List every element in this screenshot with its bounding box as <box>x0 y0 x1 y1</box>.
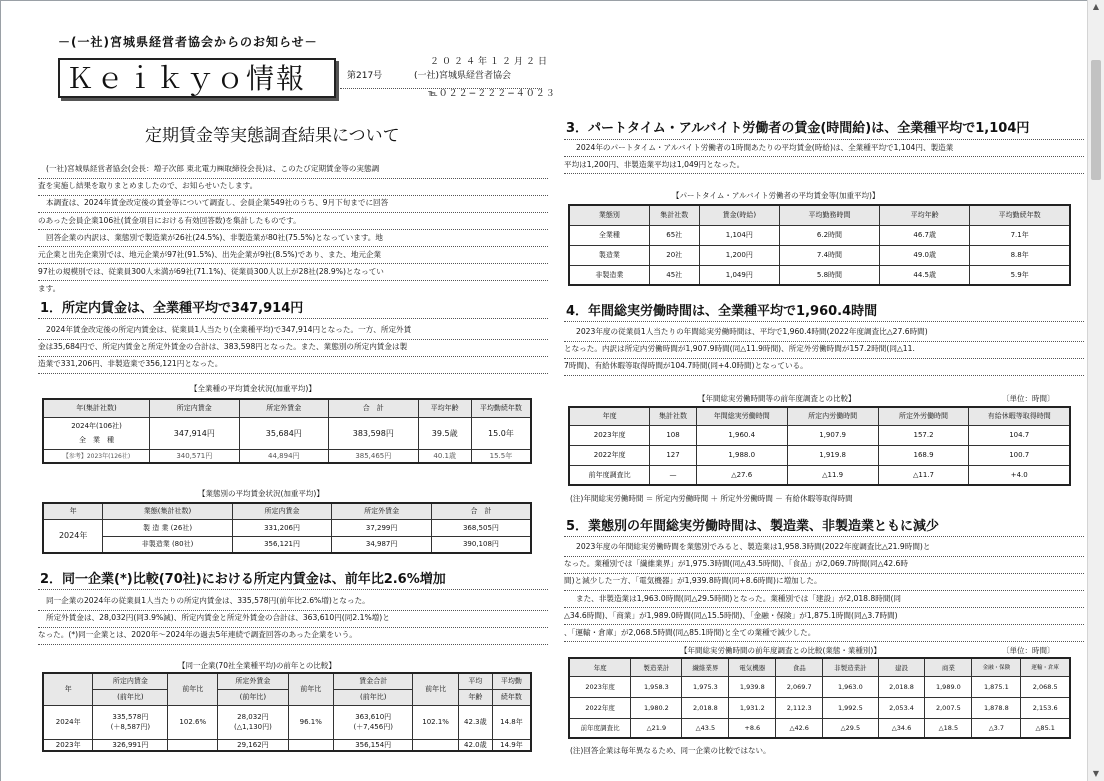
table-cell: 34,987円 <box>332 536 432 553</box>
table-cell: 非製造業 (80社) <box>103 536 232 553</box>
col-header: 合 計 <box>431 503 531 519</box>
table-cell: 29,162円 <box>218 739 288 751</box>
table-cell: 368,505円 <box>431 519 531 536</box>
industry-hours-table <box>568 657 1071 739</box>
table-cell: 1,878.8 <box>972 697 1021 718</box>
table-cell: 15.5年 <box>471 449 531 463</box>
table-cell: 42.0歳 <box>458 739 492 751</box>
issue-date: ２０２４年１２月２日 <box>430 57 551 67</box>
rule-line <box>38 178 548 179</box>
unit-label: 〔単位：時間〕 <box>1002 646 1055 655</box>
table-cell: △11.9 <box>787 465 878 485</box>
col-header: 年 <box>43 503 103 519</box>
table-cell: 1,963.0 <box>823 676 878 697</box>
table-cell: △3.7 <box>972 718 1021 738</box>
table-cell: 46.7歳 <box>880 225 970 245</box>
table-cell: 1,931.2 <box>729 697 776 718</box>
cell-text: (＋7,456円) <box>353 723 393 731</box>
table-cell: 前年度調査比 <box>569 465 650 485</box>
col-header: 建設 <box>878 658 925 676</box>
col-header: 運輸・倉庫 <box>1021 658 1070 676</box>
text-line: また、非製造業は1,963.0時間(同△29.5時間)となった。業種別では「建設」が2,018.8時間(同 <box>576 593 902 603</box>
col-header: 平均 <box>458 673 492 689</box>
col-header: 所定外労働時間 <box>878 407 969 425</box>
col-header: 賃金(時給) <box>699 205 779 225</box>
table-cell <box>93 705 168 739</box>
col-subheader: (前年比) <box>218 689 288 705</box>
table-cell: 2023年 <box>43 739 93 751</box>
rule-line <box>38 589 548 590</box>
table-cell: 44,894円 <box>239 449 329 463</box>
col-header: 所定外賃金 <box>239 399 329 417</box>
table-cell: 2024年 <box>43 519 103 553</box>
rule-line <box>564 156 1084 157</box>
rule-line <box>38 610 548 611</box>
col-header: 合 計 <box>329 399 419 417</box>
col-header: 所定外賃金 <box>218 673 288 689</box>
col-header: 集計社数 <box>649 205 699 225</box>
col-header: 前年比 <box>288 673 333 705</box>
col-header: 有給休暇等取得時間 <box>969 407 1070 425</box>
table-cell: 2,053.4 <box>878 697 925 718</box>
col-header: 業態別 <box>569 205 649 225</box>
table-cell: 1,200円 <box>699 245 779 265</box>
table-cell: 157.2 <box>878 425 969 445</box>
intro-line: ます。 <box>38 284 61 294</box>
same-company-table <box>42 672 532 752</box>
intro-line: 本調査は、2024年賃金改定後の賃金等について調査し、会員企業549社のうち、9月下旬までに回答 <box>46 198 389 208</box>
col-header: 平均勤務時間 <box>779 205 879 225</box>
rule-line <box>564 607 1084 608</box>
table-cell <box>288 739 333 751</box>
table-cell: 1,958.3 <box>631 676 682 697</box>
table-cell: 42.3歳 <box>458 705 492 739</box>
col-header: 年間総実労働時間 <box>696 407 787 425</box>
table-cell: 2022年度 <box>569 445 650 465</box>
text-line: 間)と減少した一方、「電気機器」が1,939.8時間(同+8.6時間)に増加した。 <box>564 576 822 586</box>
all-industry-wage-table <box>42 398 532 464</box>
table-cell: △27.6 <box>696 465 787 485</box>
col-header: 所定内賃金 <box>150 399 240 417</box>
text-line: 造業で331,206円、非製造業で356,121円となった。 <box>38 359 223 369</box>
table-cell: 14.8年 <box>492 705 531 739</box>
table-note: (注)年間総実労働時間 ＝ 所定内労働時間 ＋ 所定外労働時間 － 有給休暇等取得時間 <box>570 494 853 503</box>
col-header: 年 <box>43 673 93 705</box>
col-subheader: 年齢 <box>458 689 492 705</box>
text-line: なった。(*)同一企業とは、2020年～2024年の過去5年連続で調査回答のあった企業をいう。 <box>38 630 357 640</box>
table-cell: 340,571円 <box>150 449 240 463</box>
text-line: 同一企業の2024年の従業員1人当たりの所定内賃金は、335,578円(前年比2.6%増)となった。 <box>46 596 370 605</box>
col-header: 業態(集計社数) <box>103 503 232 519</box>
col-header: 年度 <box>569 658 631 676</box>
intro-line: (一社)宮城県経営者協会(会長：増子次郎 東北電力㈱取締役会長)は、このたび定期賃金等の実態調 <box>46 164 380 173</box>
table-cell: 8.8年 <box>970 245 1070 265</box>
page-title: 定期賃金等実態調査結果について <box>145 126 400 146</box>
section5-heading: 5．業態別の年間総実労働時間は、製造業、非製造業ともに減少 <box>566 519 940 534</box>
rule-line <box>564 321 1084 322</box>
rule-line <box>38 195 548 196</box>
rule-line <box>564 173 1084 174</box>
table-cell: — <box>650 465 696 485</box>
rule-line <box>38 356 548 357</box>
table-caption: 【同一企業(70社全業種平均)の前年との比較】 <box>178 661 336 670</box>
table-cell: 65社 <box>649 225 699 245</box>
scroll-up-icon[interactable]: ▲ <box>1092 2 1100 11</box>
table-cell: 1,988.0 <box>696 445 787 465</box>
scrollbar-thumb[interactable] <box>1091 60 1101 180</box>
text-line: 所定外賃金は、28,032円(同3.9%減)、所定内賃金と所定外賃金の合計は、363,610円(同2.1%増)と <box>46 613 390 623</box>
text-line: 、「運輸・倉庫」が2,068.5時間(同△85.1時間)と全ての業種で減少した。 <box>564 628 816 638</box>
table-cell: 102.6% <box>168 705 218 739</box>
rule-line <box>564 573 1084 574</box>
table-cell: 44.5歳 <box>880 265 970 285</box>
table-cell <box>43 417 150 449</box>
rule-line <box>38 263 548 264</box>
intro-line: 97社の規模別では、従業員300人未満が69社(71.1%)、従業員300人以上が28社(28.9%)となってい <box>38 267 384 277</box>
table-cell: 2023年度 <box>569 676 631 697</box>
vertical-scrollbar[interactable] <box>1087 0 1104 781</box>
table-cell: △29.5 <box>823 718 878 738</box>
rule-line <box>38 229 548 230</box>
cell-text: (△1,130円) <box>233 723 272 731</box>
section1-text <box>38 321 411 373</box>
table-cell: 1,875.1 <box>972 676 1021 697</box>
logo-box <box>58 58 336 98</box>
table-cell: +8.6 <box>729 718 776 738</box>
publisher: (一社)宮城県経営者協会 <box>414 71 512 81</box>
text-line: なった。業種別では「繊維業界」が1,975.3時間(同△43.5時間)、「食品」が2,069.7時間(同△42.6時 <box>564 559 908 569</box>
rule-line <box>38 318 548 319</box>
table-cell: 40.1歳 <box>418 449 471 463</box>
rule-line <box>564 590 1084 591</box>
table-cell: 2,018.8 <box>878 676 925 697</box>
table-cell: +4.0 <box>969 465 1070 485</box>
cell-text: (＋8,587円) <box>110 723 151 731</box>
table-cell: 1,980.2 <box>631 697 682 718</box>
table-cell: 326,991円 <box>93 739 168 751</box>
table-cell: 356,154円 <box>333 739 412 751</box>
text-line: となった。内訳は所定内労働時間が1,907.9時間(同△11.9時間)、所定外労働時間が157.2時間(同△11. <box>564 344 915 354</box>
col-header: 所定内労働時間 <box>787 407 878 425</box>
table-cell: 14.9年 <box>492 739 531 751</box>
rule-line <box>38 373 548 374</box>
table-cell: 2,018.8 <box>682 697 729 718</box>
table-cell: 1,989.0 <box>925 676 972 697</box>
table-cell: 127 <box>650 445 696 465</box>
table-caption: 【業態別の平均賃金状況(加重平均)】 <box>198 489 324 498</box>
table-cell: 385,465円 <box>329 449 419 463</box>
col-header: 年度 <box>569 407 650 425</box>
table-cell: 1,939.8 <box>729 676 776 697</box>
table-cell: 2022年度 <box>569 697 631 718</box>
table-cell: △11.7 <box>878 465 969 485</box>
cell-text: 28,032円 <box>237 713 269 721</box>
working-hours-table <box>568 406 1071 486</box>
table-cell: 15.0年 <box>471 417 531 449</box>
table-cell: 356,121円 <box>232 536 332 553</box>
col-header: 賃金合計 <box>333 673 412 689</box>
rule-line <box>564 341 1084 342</box>
table-cell: 45社 <box>649 265 699 285</box>
table-cell: △34.6 <box>878 718 925 738</box>
table-cell: 1,992.5 <box>823 697 878 718</box>
table-cell: 7.4時間 <box>779 245 879 265</box>
intro-line: 回答企業の内訳は、業態別で製造業が26社(24.5%)、非製造業が80社(75.5%)となっています。地 <box>46 232 383 242</box>
table-cell: △43.5 <box>682 718 729 738</box>
table-cell: 全業種 <box>569 225 649 245</box>
table-cell: 37,299円 <box>332 519 432 536</box>
table-cell: 108 <box>650 425 696 445</box>
table-cell: 331,206円 <box>232 519 332 536</box>
table-cell: 6.2時間 <box>779 225 879 245</box>
col-header: 前年比 <box>168 673 218 705</box>
col-subheader: (前年比) <box>93 689 168 705</box>
rule-line <box>564 624 1084 625</box>
table-caption: 【年間総実労働時間等の前年度調査との比較】 <box>698 394 856 403</box>
rule-line <box>564 375 1084 376</box>
table-cell: 100.7 <box>969 445 1070 465</box>
table-cell: 1,104円 <box>699 225 779 245</box>
logo-text: Ｋｅｉｋｙｏ情報 <box>66 62 307 95</box>
table-cell: 390,108円 <box>431 536 531 553</box>
table-cell: 39.5歳 <box>418 417 471 449</box>
table-cell: 製 造 業 (26社) <box>103 519 232 536</box>
table-cell: △85.1 <box>1021 718 1070 738</box>
table-cell: 2,007.5 <box>925 697 972 718</box>
table-cell: △42.6 <box>776 718 823 738</box>
col-header: 製造業計 <box>631 658 682 676</box>
col-header: 所定内賃金 <box>232 503 332 519</box>
col-subheader: 続年数 <box>492 689 531 705</box>
col-header: 繊維業界 <box>682 658 729 676</box>
text-line: 金は35,684円で、所定内賃金と所定外賃金の合計は、383,598円となった。また、業態別の所定内賃金は製 <box>38 342 408 352</box>
table-cell: 1,919.8 <box>787 445 878 465</box>
col-header: 電気機器 <box>729 658 776 676</box>
divider <box>340 88 542 89</box>
table-cell: △21.9 <box>631 718 682 738</box>
section4-heading: 4．年間総実労働時間は、全業種平均で1,960.4時間 <box>566 304 878 319</box>
table-note: (注)回答企業は毎年異なるため、同一企業の比較ではない。 <box>570 746 771 755</box>
text-line: 2024年賃金改定後の所定内賃金は、従業員1人当たり(全業種平均)で347,914円となった。一方、所定外賃 <box>46 325 412 334</box>
table-cell: 49.0歳 <box>880 245 970 265</box>
org-notice: －(一社)宮城県経営者協会からのお知らせ－ <box>58 35 318 49</box>
table-cell: 非製造業 <box>569 265 649 285</box>
col-subheader: (前年比) <box>333 689 412 705</box>
col-header: 前年比 <box>413 673 458 705</box>
table-cell: 2024年 <box>43 705 93 739</box>
table-cell: 168.9 <box>878 445 969 465</box>
col-header: 平均勤 <box>492 673 531 689</box>
table-cell: 383,598円 <box>329 417 419 449</box>
text-line: 2023年度の従業員1人当たりの年間総実労働時間は、平均で1,960.4時間(2022年度調査比△27.6時間) <box>576 327 928 336</box>
table-cell: 2,153.6 <box>1021 697 1070 718</box>
issue-number: 第217号 <box>347 71 383 81</box>
intro-line: 査を実施し結果を取りまとめましたので、お知らせいたします。 <box>38 181 258 191</box>
col-header: 所定内賃金 <box>93 673 168 689</box>
col-header: 非製造業計 <box>823 658 878 676</box>
table-caption: 【全業種の平均賃金状況(加重平均)】 <box>190 384 316 393</box>
text-line: 2023年度の年間総実労働時間を業態別でみると、製造業は1,958.3時間(2022年度調査比△21.9時間)と <box>576 542 931 551</box>
table-cell: 2,112.3 <box>776 697 823 718</box>
intro-line: のあった会員企業106社(賃金項目における有効回答数)を集計したものです。 <box>38 215 301 225</box>
col-header: 年(集計社数) <box>43 399 150 417</box>
col-header: 食品 <box>776 658 823 676</box>
cell-text: 335,578円 <box>112 713 149 721</box>
col-header: 商業 <box>925 658 972 676</box>
rule-line <box>38 627 548 628</box>
rule-line <box>564 556 1084 557</box>
rule-line <box>564 641 1084 642</box>
table-cell: 1,049円 <box>699 265 779 285</box>
col-header: 集計社数 <box>650 407 696 425</box>
cell-text: 2024年(106社) <box>71 422 122 430</box>
col-header: 金融・保険 <box>972 658 1021 676</box>
text-line: 7時間)、有給休暇等取得時間が104.7時間(同+4.0時間)となっている。 <box>564 361 808 371</box>
rule-line <box>38 212 548 213</box>
table-cell: 20社 <box>649 245 699 265</box>
table-cell <box>168 739 218 751</box>
table-cell: 2,069.7 <box>776 676 823 697</box>
table-caption: 【年間総実労働時間の前年度調査との比較(業態・業種別)】 <box>680 646 881 655</box>
table-cell: 7.1年 <box>970 225 1070 245</box>
table-cell: 5.9年 <box>970 265 1070 285</box>
table-cell: 96.1% <box>288 705 333 739</box>
rule-line <box>38 246 548 247</box>
col-header: 所定外賃金 <box>332 503 432 519</box>
text-line: 平均は1,200円、非製造業平均は1,049円となった。 <box>564 160 745 170</box>
tel: ℡０２２−２２２−４０２３ <box>428 89 556 99</box>
section4-text <box>564 323 928 375</box>
table-cell: 347,914円 <box>150 417 240 449</box>
table-cell: △18.5 <box>925 718 972 738</box>
part-time-wage-table <box>568 204 1071 286</box>
scroll-down-icon[interactable]: ▼ <box>1092 769 1100 778</box>
section2-heading: 2．同一企業(*)比較(70社)における所定内賃金は、前年比2.6%増加 <box>40 572 446 587</box>
section2-text <box>38 592 390 644</box>
table-caption: 【パートタイム・アルバイト労働者の平均賃金等(加重平均)】 <box>672 191 880 200</box>
col-header: 平均勤続年数 <box>970 205 1070 225</box>
section3-heading: 3．パートタイム・アルバイト労働者の賃金(時間給)は、全業種平均で1,104円 <box>566 121 1030 136</box>
table-cell: 102.1% <box>413 705 458 739</box>
table-cell: 1,907.9 <box>787 425 878 445</box>
unit-label: 〔単位：時間〕 <box>1002 394 1055 403</box>
industry-wage-table <box>42 502 532 554</box>
table-cell: 1,975.3 <box>682 676 729 697</box>
table-cell: 35,684円 <box>239 417 329 449</box>
table-cell <box>218 705 288 739</box>
text-line: △34.6時間)、「商業」が1,989.0時間(同△15.5時間)、「金融・保険」が1,875.1時間(同△3.7時間) <box>564 610 898 620</box>
rule-line <box>564 358 1084 359</box>
col-header: 平均年齢 <box>880 205 970 225</box>
table-cell: 2023年度 <box>569 425 650 445</box>
table-cell <box>413 739 458 751</box>
cell-text: 全 業 種 <box>79 436 115 444</box>
rule-line <box>38 280 548 281</box>
intro-line: 元企業と出先企業別では、地元企業が97社(91.5%)、出先企業が9社(8.5%)であり、また、地元企業 <box>38 250 382 260</box>
table-cell: 前年度調査比 <box>569 718 631 738</box>
text-line: 2024年のパートタイム・アルバイト労働者の1時間あたりの平均賃金(時給)は、全業種平均で1,104円、製造業 <box>576 143 954 152</box>
table-cell <box>333 705 412 739</box>
table-cell: 104.7 <box>969 425 1070 445</box>
table-cell: 製造業 <box>569 245 649 265</box>
table-cell: 5.8時間 <box>779 265 879 285</box>
col-header: 平均年齢 <box>418 399 471 417</box>
cell-text: 363,610円 <box>355 713 392 721</box>
col-header: 平均勤続年数 <box>471 399 531 417</box>
table-cell: 1,960.4 <box>696 425 787 445</box>
table-cell: 2,068.5 <box>1021 676 1070 697</box>
table-cell: 【参考】2023年(126社) <box>43 449 150 463</box>
rule-line <box>564 536 1084 537</box>
rule-line <box>38 339 548 340</box>
section1-heading: 1．所定内賃金は、全業種平均で347,914円 <box>40 301 304 316</box>
rule-line <box>38 644 548 645</box>
